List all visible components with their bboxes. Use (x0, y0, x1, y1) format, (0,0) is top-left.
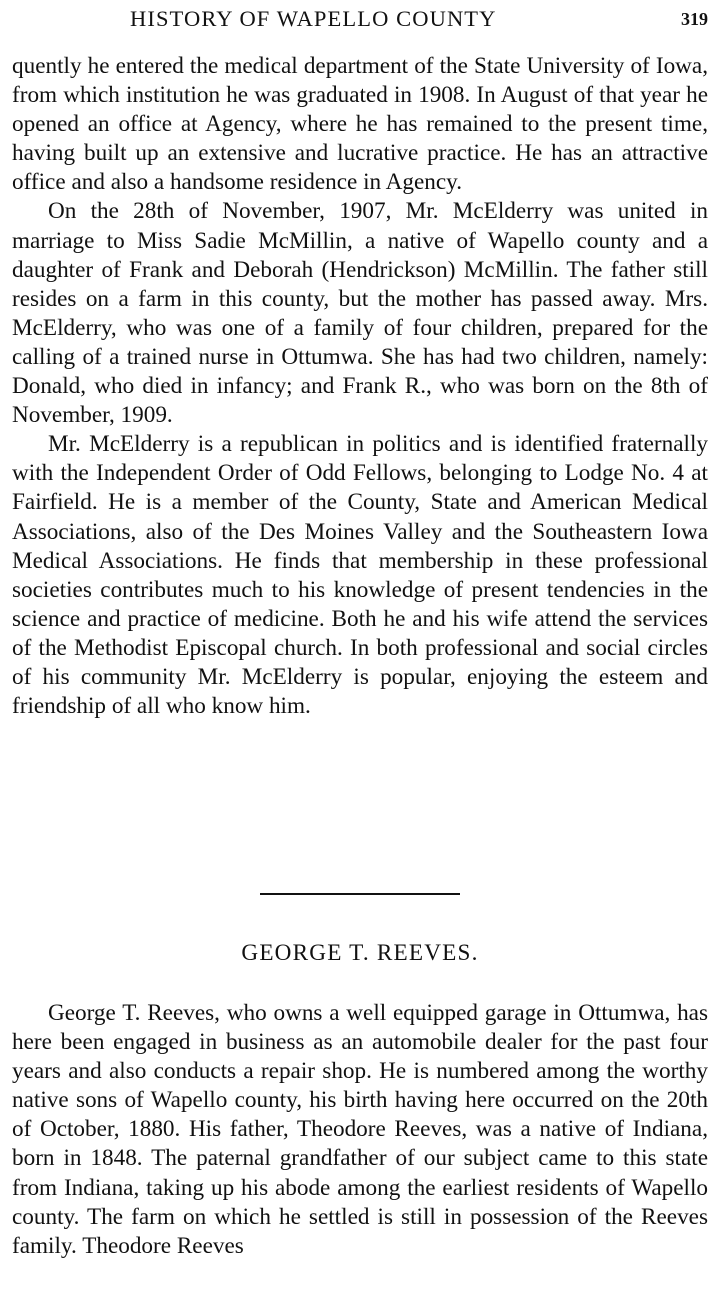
page-number: 319 (681, 9, 708, 29)
article-mcelderry (12, 52, 708, 721)
section-title: GEORGE T. REEVES. (241, 940, 479, 966)
section-divider (260, 893, 460, 895)
running-title: HISTORY OF WAPELLO COUNTY (130, 6, 497, 31)
paragraph-reeves-intro: George T. Reeves, who owns a well equipped garage in Ottumwa, has here been engaged in business as an automobile dealer for the past four years and also conducts a repair shop. He is numbered among the worthy native sons of Wapello county, his birth having here occurred on the 20th of October, 1880. His father, Theodore Reeves, was a native of Indiana, born in 1848. The paternal grandfather of our subject came to this state from Indiana, taking up his abode among the earliest residents of Wapello county. The farm on which he settled is still in possession of the Reeves family. Theodore Reeves (12, 1000, 708, 1259)
running-head (12, 4, 708, 34)
paragraph-marriage: On the 28th of November, 1907, Mr. McElderry was united in marriage to Miss Sadie McMillin, a native of Wapello county and a daughter of Frank and Deborah (Hendrickson) McMillin. The father still resides on a farm in this county, but the mother has passed away. Mrs. McElderry, who was one of a family of four children, prepared for the calling of a trained nurse in Ottumwa. She has had two children, namely: Donald, who died in infancy; and Frank R., who was born on the 8th of November, 1909. (12, 198, 708, 429)
article-reeves (12, 999, 708, 1261)
paragraph-affiliations: Mr. McElderry is a republican in politics and is identified fraternally with the Independent Order of Odd Fellows, belonging to Lodge No. 4 at Fairfield. He is a member of the County, State and American Medical Associations, also of the Des Moines Valley and the Southeastern Iowa Medical Associations. He finds that membership in these professional societies contributes much to his knowledge of present tendencies in the science and practice of medicine. Both he and his wife attend the services of the Methodist Episcopal church. In both professional and social circles of his community Mr. McElderry is popular, enjoying the esteem and friendship of all who know him. (12, 431, 708, 720)
paragraph-continued: quently he entered the medical department of the State University of Iowa, from which institution he was graduated in 1908. In August of that year he opened an office at Agency, where he has remained to the present time, having built up an extensive and lucrative practice. He has an attractive office and also a handsome residence in Agency. (12, 53, 708, 196)
